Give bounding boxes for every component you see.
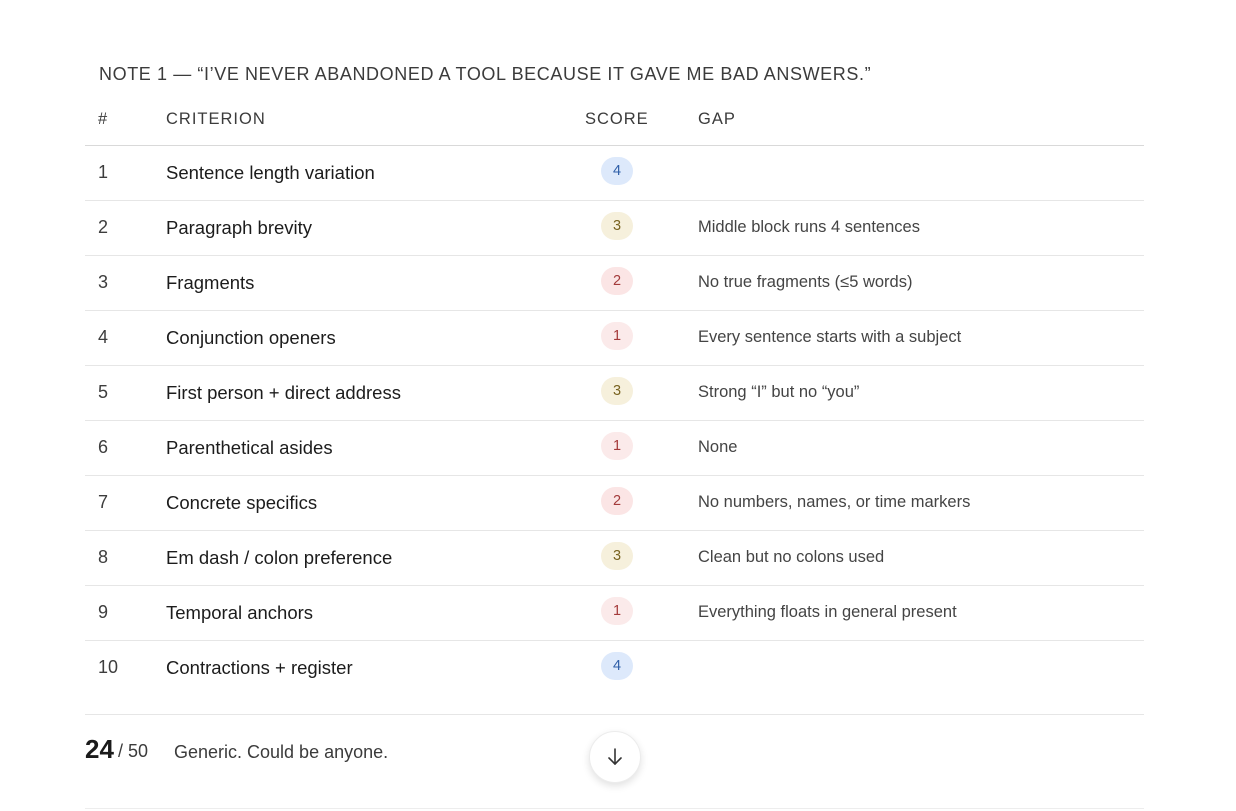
table-row (85, 641, 1144, 696)
table-row (85, 366, 1144, 421)
table-body (85, 146, 1144, 696)
scroll-down-button[interactable] (589, 731, 641, 783)
criterion-label: Sentence length variation (166, 162, 375, 183)
row-number: 2 (98, 217, 109, 237)
gap-note: Clean but no colons used (698, 548, 885, 566)
score-badge: 3 (601, 212, 633, 240)
score-badge: 4 (601, 652, 633, 680)
criterion-label: Conjunction openers (166, 327, 336, 348)
table-row (85, 256, 1144, 311)
header-gap: GAP (698, 110, 736, 128)
note-title: NOTE 1 — “I’VE NEVER ABANDONED A TOOL BECAUSE IT GAVE ME BAD ANSWERS.” (99, 64, 872, 84)
score-badge: 4 (601, 157, 633, 185)
criterion-label: First person + direct address (166, 382, 401, 403)
table-row (85, 586, 1144, 641)
total-score: 24 (85, 734, 114, 764)
row-number: 8 (98, 547, 109, 567)
criterion-label: Concrete specifics (166, 492, 318, 513)
gap-note: Middle block runs 4 sentences (698, 218, 920, 236)
score-badge: 3 (601, 542, 633, 570)
criterion-label: Em dash / colon preference (166, 547, 393, 568)
row-number: 10 (98, 657, 119, 677)
criteria-table (85, 100, 1144, 696)
gap-note: No true fragments (≤5 words) (698, 273, 913, 291)
max-score: / 50 (118, 741, 149, 761)
criterion-label: Temporal anchors (166, 602, 314, 623)
row-number: 6 (98, 437, 109, 457)
row-number: 4 (98, 327, 109, 347)
gap-note: None (698, 438, 738, 456)
row-number: 5 (98, 382, 109, 402)
score-badge: 2 (601, 267, 633, 295)
criterion-label: Contractions + register (166, 657, 353, 678)
score-badge: 1 (601, 432, 633, 460)
bottom-divider (85, 808, 1144, 809)
score-badge: 1 (601, 322, 633, 350)
header-score: SCORE (585, 110, 649, 128)
row-number: 7 (98, 492, 109, 512)
score-badge: 3 (601, 377, 633, 405)
score-badge: 1 (601, 597, 633, 625)
table-row (85, 476, 1144, 531)
arrow-down-icon (604, 746, 626, 768)
row-number: 9 (98, 602, 109, 622)
row-number: 1 (98, 162, 109, 182)
footer-divider (85, 714, 1144, 715)
header-criterion: CRITERION (166, 110, 266, 128)
gap-note: Everything floats in general present (698, 603, 957, 621)
gap-note: Every sentence starts with a subject (698, 328, 962, 346)
table-row (85, 146, 1144, 201)
score-badge: 2 (601, 487, 633, 515)
gap-note: No numbers, names, or time markers (698, 493, 971, 511)
table-row (85, 421, 1144, 476)
table-row (85, 201, 1144, 256)
table-row (85, 311, 1144, 366)
header-num: # (98, 110, 109, 128)
table-row (85, 531, 1144, 586)
table-header (85, 100, 1144, 146)
criterion-label: Fragments (166, 272, 255, 293)
verdict-text: Generic. Could be anyone. (174, 742, 389, 762)
criterion-label: Paragraph brevity (166, 217, 313, 238)
criterion-label: Parenthetical asides (166, 437, 333, 458)
gap-note: Strong “I” but no “you” (698, 383, 860, 401)
row-number: 3 (98, 272, 109, 292)
